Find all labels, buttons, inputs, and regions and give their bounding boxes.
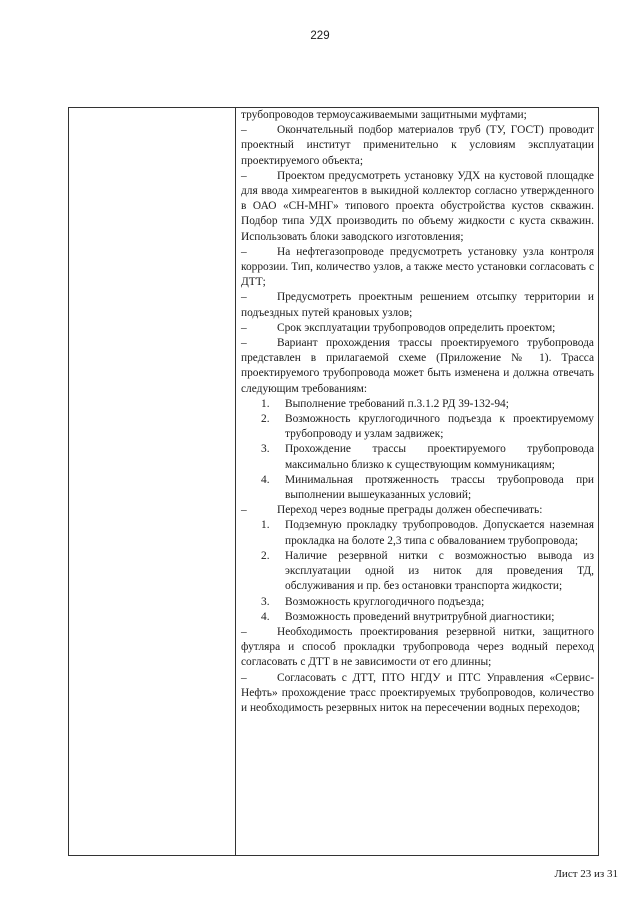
paragraph-coating: трубопроводов термоусаживаемыми защитными муфтами; [241,109,527,121]
paragraph-text: Согласовать с ДТТ, ПТО НГДУ и ПТС Управления «Сервис-Нефть» прохождение трасс проектируемых трубопроводов, количество и необходимость резервных ниток на пересечении водных переходов; [241,671,594,714]
list-number: 4. [261,610,270,623]
dash-marker: – [241,504,247,517]
dash-marker: – [241,291,247,304]
paragraph-text: Вариант прохождения трассы проектируемого трубопровода представлен в прилагаемой схеме (Приложение № 1). Трасса проектируемого трубопровода может быть изменена и должна отвечать следующим требованиям: [241,337,594,395]
dash-marker: – [241,321,247,334]
requirements-cell [241,108,594,716]
paragraph-text: Проектом предусмотреть установку УДХ на кустовой площадке для ввода химреагентов в выкидной коллектор согласно утвержденного в ОАО «СН-МНГ» типового проекта обустройства кустов скважин. Подбор типа УДХ производить по объему жидкости с куста скважин. Использовать блоки заводского изготовления; [241,169,594,243]
list-number: 3. [261,595,270,608]
dash-marker: – [241,245,247,258]
list-text: Выполнение требований п.3.1.2 РД 39-132-94; [285,397,509,410]
paragraph-text: Предусмотреть проектным решением отсыпку территории и подъездных путей крановых узлов; [241,291,594,319]
list-item [241,412,594,442]
route-requirements-list [241,397,594,503]
paragraph-materials [241,123,594,169]
list-number: 1. [261,397,270,410]
paragraph-service-life [241,321,594,336]
paragraph-text: На нефтегазопроводе предусмотреть установку узла контроля коррозии. Тип, количество узлов, а также место установки согласовать с ДТТ; [241,245,594,289]
list-item [241,610,594,625]
paragraph-route [241,336,594,397]
paragraph-water-crossing [241,503,594,518]
dash-marker: – [241,124,247,137]
dash-marker: – [241,337,247,350]
list-text: Наличие резервной нитки с возможностью вывода из эксплуатации одной из ниток для проведения ТД, обслуживания и пр. без остановки транспорта жидкости; [285,549,594,593]
page-number: 229 [310,30,330,42]
list-text: Прохождение трассы проектируемого трубопровода максимально близко к существующим коммуникациям; [285,443,594,471]
list-number: 4. [261,473,270,486]
list-item [241,473,594,503]
list-item [241,549,594,595]
list-number: 2. [261,413,270,426]
paragraph-reserve-line [241,625,594,671]
paragraph-text: Срок эксплуатации трубопроводов определить проектом; [277,321,556,334]
list-item [241,518,594,548]
paragraph-backfill [241,290,594,320]
list-text: Минимальная протяженность трассы трубопровода при выполнении вышеуказанных условий; [285,473,594,502]
paragraph-corrosion [241,245,594,291]
list-text: Возможность проведений внутритрубной диагностики; [285,610,555,623]
dash-marker: – [241,671,247,684]
sheet-counter: Лист 23 из 31 [554,868,618,880]
list-number: 1. [261,519,270,532]
paragraph-text: Переход через водные преграды должен обеспечивать: [277,504,543,517]
column-divider [235,107,236,856]
list-text: Подземную прокладку трубопроводов. Допускается наземная прокладка на болоте 2,3 типа с обвалованием трубопровода; [285,519,594,547]
list-item [241,442,594,472]
list-number: 2. [261,549,270,562]
paragraph-text: Окончательный подбор материалов труб (ТУ, ГОСТ) проводит проектный институт применительно к условиям эксплуатации проектируемого объекта; [241,124,594,167]
list-text: Возможность круглогодичного подъезда к проектируемому трубопроводу и узлам задвижек; [285,413,594,441]
list-text: Возможность круглогодичного подъезда; [285,595,485,608]
paragraph-approval [241,671,594,717]
list-item [241,595,594,610]
water-crossing-list [241,518,594,624]
paragraph-text: Необходимость проектирования резервной нитки, защитного футляра и способ прокладки трубопровода через водный переход согласовать с ДТТ в не зависимости от его длинны; [241,625,594,669]
list-number: 3. [261,443,270,456]
dash-marker: – [241,625,247,638]
paragraph-udh [241,169,594,245]
dash-marker: – [241,169,247,182]
list-item [241,397,594,412]
